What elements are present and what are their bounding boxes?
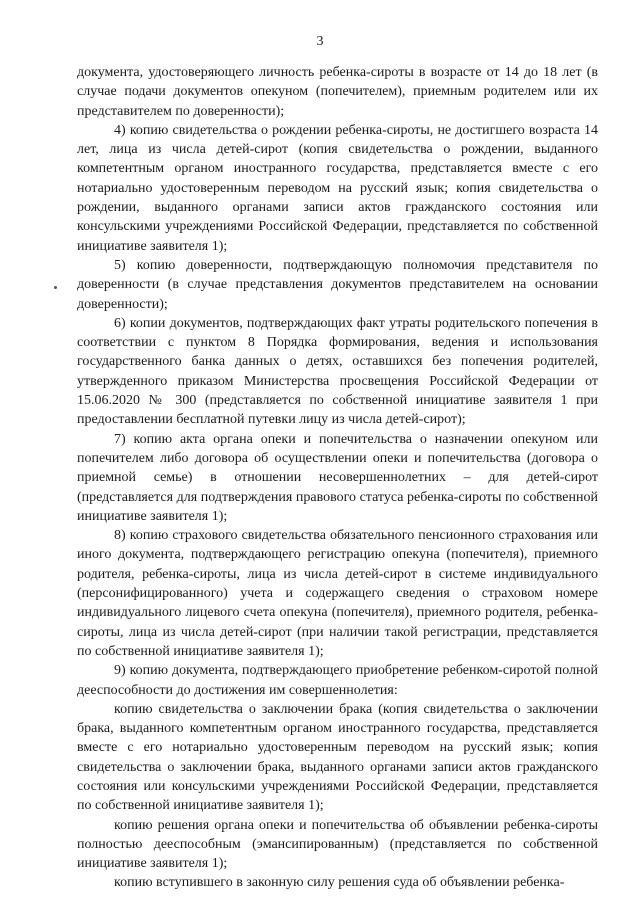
paragraph-item-6: 6) копии документов, подтверждающих факт утраты родительского попечения в соответствии с пунктом 8 Порядка формирования, ведения и использования государственного банка данных о детях, оставшихся без попечения родителей, утвержденного приказом Министерства просвещения Российской Федерации от 15.06.2020 № 300 (представляется по собственной инициативе заявителя 1 при предоставлении бесплатной путевки лицу из числа детей-сирот);: [77, 315, 598, 428]
paragraph-item-7: 7) копию акта органа опеки и попечительства о назначении опекуном или попечителем либо договора об осуществлении опеки и попечительства (договора о приемной семье) в отношении несовершеннолетних – для детей-сирот (представляется для подтверждения правового статуса ребенка-сироты по собственной инициативе заявителя 1);: [77, 431, 598, 524]
paragraph-continuation: документа, удостоверяющего личность ребенка-сироты в возрасте от 14 до 18 лет (в случае подачи документов опекуном (попечителем), приемным родителем или их представителем по доверенности);: [77, 65, 598, 119]
paragraph-marriage-certificate: копию свидетельства о заключении брака (копия свидетельства о заключении брака, выданного компетентным органом иностранного государства, представляется вместе с его нотариально удостоверенным переводом на русский язык; копия свидетельства о заключении брака, выданного органами записи актов гражданского состояния или консульскими учреждениями Российской Федерации, представляется по собственной инициативе заявителя 1);: [77, 701, 598, 814]
paragraph-item-4: 4) копию свидетельства о рождении ребенка-сироты, не достигшего возраста 14 лет, лица из числа детей-сирот (копия свидетельства о рождении, выданного компетентным органом иностранного государства, представляется вместе с его нотариально удостоверенным переводом на русский язык; копия свидетельства о рождении, выданного органами записи актов гражданского состояния или консульскими учреждениями Российской Федерации, представляется по собственной инициативе заявителя 1);: [77, 122, 598, 254]
paragraph-emancipation-decision: копию решения органа опеки и попечительства об объявлении ребенка-сироты полностью дееспособным (эмансипированным) (представляется по собственной инициативе заявителя 1);: [77, 817, 598, 872]
document-body: [77, 63, 598, 893]
paragraph-item-9: 9) копию документа, подтверждающего приобретение ребенком-сиротой полной дееспособности до достижения им совершеннолетия:: [77, 663, 598, 698]
margin-mark: [54, 286, 57, 289]
paragraph-court-decision: копию вступившего в законную силу решения суда об объявлении ребенка-: [114, 875, 565, 891]
paragraph-item-8: 8) копию страхового свидетельства обязательного пенсионного страхования или иного документа, подтверждающего регистрацию опекуна (попечителя), приемного родителя, ребенка-сироты, лица из числа детей-сирот в системе индивидуального (персонифицированного) учета и содержащего сведения о страховом номере индивидуального лицевого счета опекуна (попечителя), приемного родителя, ребенка-сироты, лица из числа детей-сирот (при наличии такой регистрации, представляется по собственной инициативе заявителя 1);: [77, 528, 598, 659]
page-number: 3: [316, 34, 324, 49]
paragraph-item-5: 5) копию доверенности, подтверждающую полномочия представителя по доверенности (в случае представления документов представителем на основании доверенности);: [77, 257, 598, 312]
